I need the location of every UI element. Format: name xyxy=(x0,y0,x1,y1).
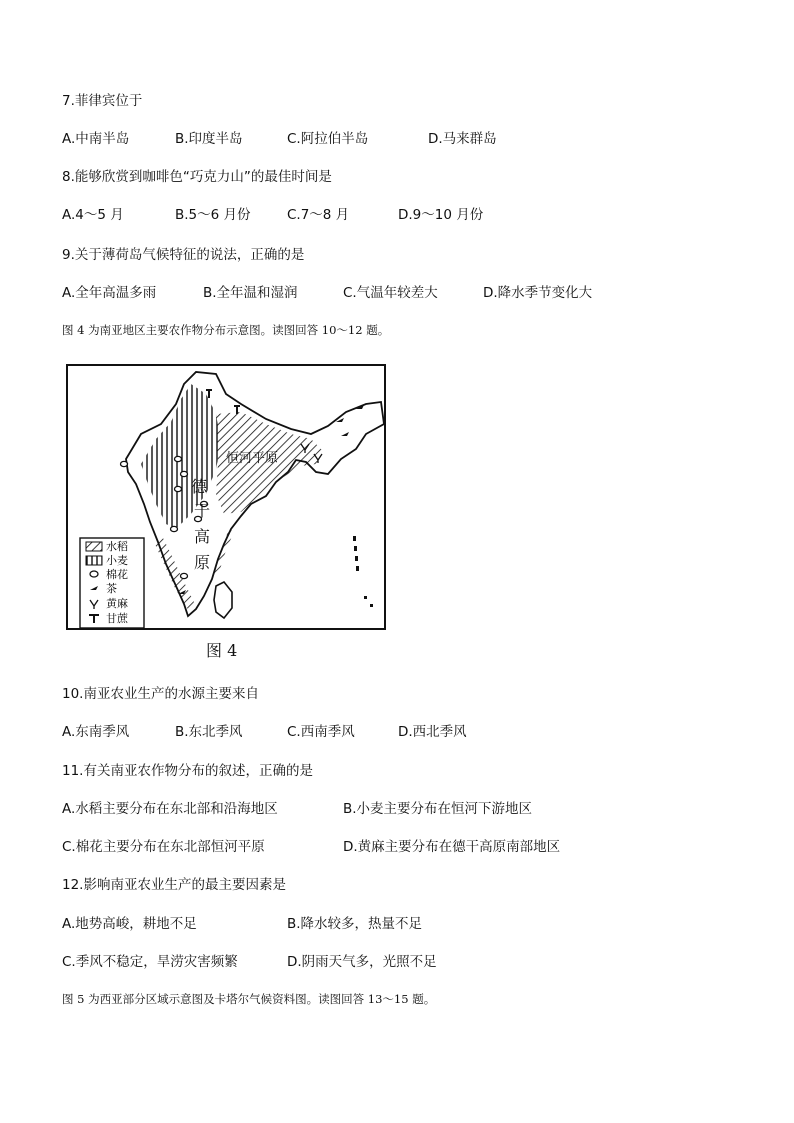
q12-option-c: C.季风不稳定，旱涝灾害频繁 xyxy=(62,954,238,970)
question-11-stem: 11.有关南亚农作物分布的叙述，正确的是 xyxy=(62,763,313,779)
q11-option-d: D.黄麻主要分布在德干高原南部地区 xyxy=(343,839,561,855)
q10-option-b: B.东北季风 xyxy=(175,724,243,740)
q7-option-a: A.中南半岛 xyxy=(62,131,130,147)
sri-lanka-outline xyxy=(214,582,232,618)
q9-option-d: D.降水季节变化大 xyxy=(483,285,593,301)
map-legend xyxy=(80,538,144,628)
q12-option-a: A.地势高峻，耕地不足 xyxy=(62,916,197,932)
legend-wheat: 小麦 xyxy=(106,554,128,567)
legend-cotton: 棉花 xyxy=(106,568,128,581)
q9-option-c: C.气温年较差大 xyxy=(343,285,438,301)
ganges-plain-label: 恒河平原 xyxy=(226,451,279,466)
question-12-stem: 12.影响南亚农业生产的最主要因素是 xyxy=(62,877,286,893)
q10-option-c: C.西南季风 xyxy=(287,724,355,740)
q7-option-c: C.阿拉伯半岛 xyxy=(287,131,369,147)
q12-option-b: B.降水较多，热量不足 xyxy=(287,916,423,932)
figure-4-caption: 图 4 xyxy=(206,641,238,660)
figure-4-map xyxy=(66,364,388,632)
legend-tea: 茶 xyxy=(106,582,117,595)
legend-jute: 黄麻 xyxy=(106,597,128,610)
q9-option-b: B.全年温和湿润 xyxy=(203,285,298,301)
question-9-stem: 9.关于薄荷岛气候特征的说法，正确的是 xyxy=(62,247,305,263)
legend-rice: 水稻 xyxy=(106,540,128,553)
q7-option-b: B.印度半岛 xyxy=(175,131,243,147)
question-7-stem: 7.菲律宾位于 xyxy=(62,93,143,109)
q10-option-d: D.西北季风 xyxy=(398,724,467,740)
q11-option-c: C.棉花主要分布在东北部恒河平原 xyxy=(62,839,265,855)
q7-option-d: D.马来群岛 xyxy=(428,131,497,147)
q8-option-a: A.4～5 月 xyxy=(62,207,124,223)
deccan-label-1: 德 xyxy=(191,477,208,496)
south-asia-crop-map xyxy=(66,364,388,632)
q11-option-b: B.小麦主要分布在恒河下游地区 xyxy=(343,801,533,817)
q8-option-c: C.7～8 月 xyxy=(287,207,350,223)
figure-5-intro: 图 5 为西亚部分区域示意图及卡塔尔气候资料图。读图回答 13～15 题。 xyxy=(62,992,436,1006)
q12-option-d: D.阴雨天气多，光照不足 xyxy=(287,954,437,970)
deccan-label-4: 原 xyxy=(194,553,211,572)
question-8-stem: 8.能够欣赏到咖啡色“巧克力山”的最佳时间是 xyxy=(62,169,332,185)
deccan-label-2: 干 xyxy=(194,501,211,520)
legend-sugarcane: 甘蔗 xyxy=(106,612,128,625)
q10-option-a: A.东南季风 xyxy=(62,724,130,740)
figure-4-intro: 图 4 为南亚地区主要农作物分布示意图。读图回答 10～12 题。 xyxy=(62,323,390,337)
question-10-stem: 10.南亚农业生产的水源主要来自 xyxy=(62,686,259,702)
deccan-label-3: 高 xyxy=(194,527,211,546)
q8-option-b: B.5～6 月份 xyxy=(175,207,251,223)
q9-option-a: A.全年高温多雨 xyxy=(62,285,157,301)
q11-option-a: A.水稻主要分布在东北部和沿海地区 xyxy=(62,801,278,817)
q8-option-d: D.9～10 月份 xyxy=(398,207,484,223)
